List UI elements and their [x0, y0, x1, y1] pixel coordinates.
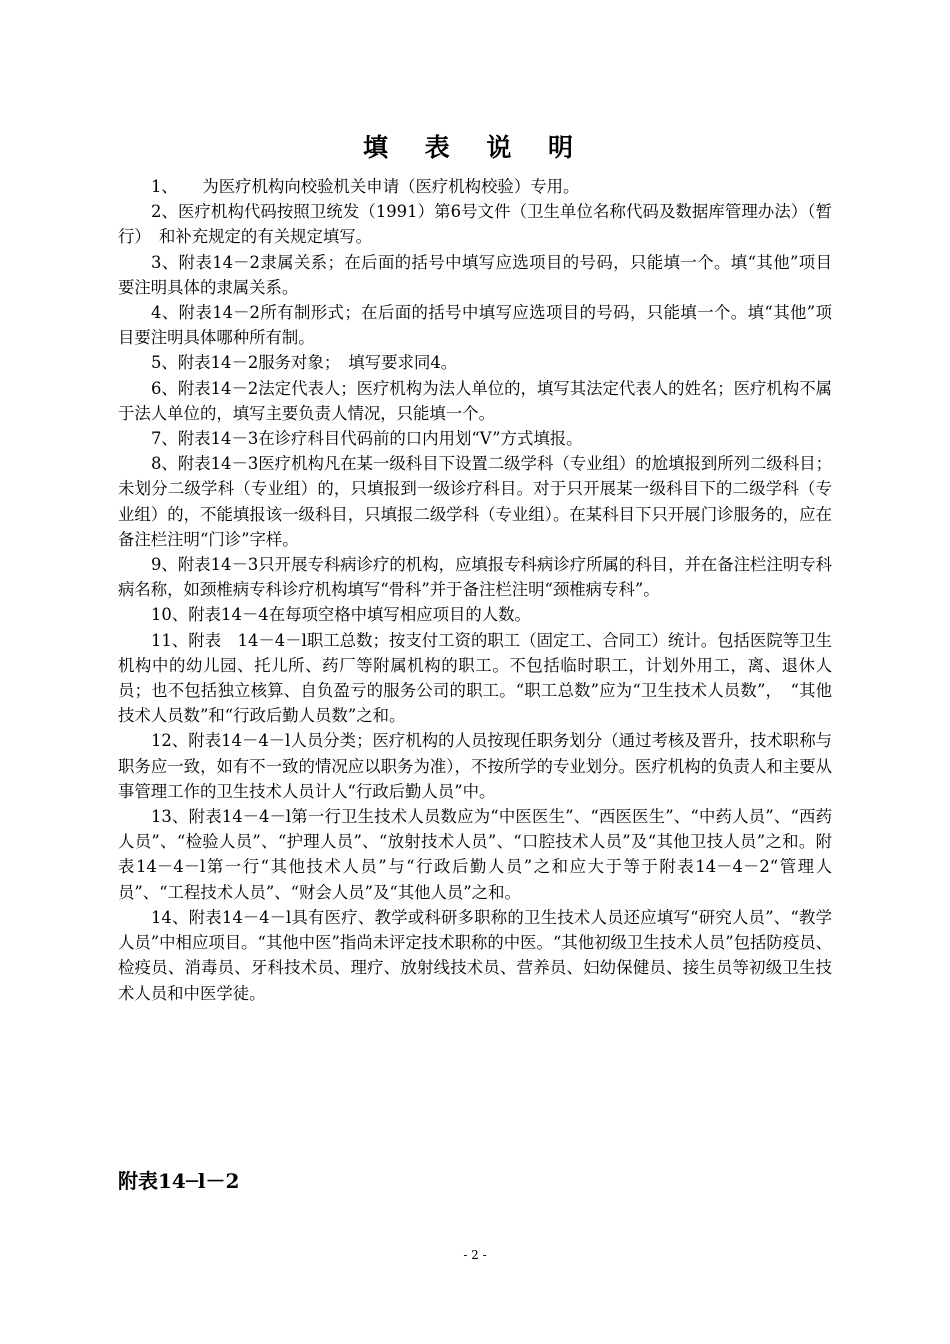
page-number: - 2 -	[463, 1248, 487, 1262]
instruction-item-13: 13、附表14－4－l第一行卫生技术人员数应为“中医医生”、“西医医生”、“中药人员”、“西药人员”、“检验人员”、“护理人员”、“放射技术人员”、“口腔技术人员”及“其他卫技人员”之和。附表14－4－l第一行“其他技术人员”与“行政后勤人员”之和应大于等于附表14－4－2“管理人员”、“工程技术人员”、“财会人员”及“其他人员”之和。	[118, 807, 832, 902]
instruction-item-5: 5、附表14－2服务对象； 填写要求同4。	[151, 353, 458, 373]
page-title: 填 表 说 明	[362, 133, 588, 162]
instruction-item-7: 7、附表14－3在诊疗科目代码前的口内用划“V”方式填报。	[151, 429, 583, 449]
instruction-item-11: 11、附表 14－4－l职工总数；按支付工资的职工（固定工、合同工）统计。包括医院等卫生机构中的幼儿园、托儿所、药厂等附属机构的职工。不包括临时职工，计划外用工，离、退休人员；也不包括独立核算、自负盈亏的服务公司的职工。“职工总数”应为“卫生技术人员数”， “其他技术人员数”和“行政后勤人员数”之和。	[118, 630, 832, 726]
instruction-item-8: 8、附表14－3医疗机构凡在某一级科目下设置二级学科（专业组）的尬填报到所列二级科目；未划分二级学科（专业组）的，只填报到一级诊疗科目。对于只开展某一级科目下的二级学科（专业组）的，不能填报该一级科目，只填报二级学科（专业组）。在某科目下只开展门诊服务的，应在备注栏注明“门诊”字样。	[118, 454, 832, 549]
instructions-body	[118, 174, 832, 1006]
appendix-label: 附表14─l－2	[118, 1169, 240, 1193]
instruction-item-4: 4、附表14－2所有制形式；在后面的括号中填写应选项目的号码，只能填一个。填“其他”项目要注明具体哪种所有制。	[118, 303, 832, 348]
instruction-item-6: 6、附表14－2法定代表人；医疗机构为法人单位的，填写其法定代表人的姓名；医疗机构不属于法人单位的，填写主要负责人情况，只能填一个。	[118, 378, 832, 423]
instruction-item-14: 14、附表14－4－l具有医疗、教学或科研多职称的卫生技术人员还应填写“研究人员”、“教学人员”中相应项目。“其他中医”指尚未评定技术职称的中医。“其他初级卫生技术人员”包括防疫员、检疫员、消毒员、牙科技术员、理疗、放射线技术员、营养员、妇幼保健员、接生员等初级卫生技术人员和中医学徒。	[118, 907, 832, 1003]
instruction-item-10: 10、附表14－4在每项空格中填写相应项目的人数。	[151, 605, 531, 625]
instruction-item-2: 2、医疗机构代码按照卫统发（1991）第6号文件（卫生单位名称代码及数据库管理办法）（暂行） 和补充规定的有关规定填写。	[118, 202, 832, 247]
instruction-item-9: 9、附表14－3只开展专科病诊疗的机构，应填报专科病诊疗所属的科目，并在备注栏注明专科病名称，如颈椎病专科诊疗机构填写“骨科”并于备注栏注明“颈椎病专科”。	[118, 555, 832, 600]
instruction-item-12: 12、附表14－4－l人员分类；医疗机构的人员按现任职务划分（通过考核及晋升，技术职称与职务应一致，如有不一致的情况应以职务为准），不按所学的专业划分。医疗机构的负责人和主要从事管理工作的卫生技术人员计人“行政后勤人员”中。	[118, 731, 832, 801]
instruction-item-1: 1、 为医疗机构向校验机关申请（医疗机构校验）专用。	[151, 177, 580, 196]
instruction-item-3: 3、附表14－2隶属关系；在后面的括号中填写应选项目的号码，只能填一个。填“其他”项目要注明具体的隶属关系。	[118, 252, 832, 297]
